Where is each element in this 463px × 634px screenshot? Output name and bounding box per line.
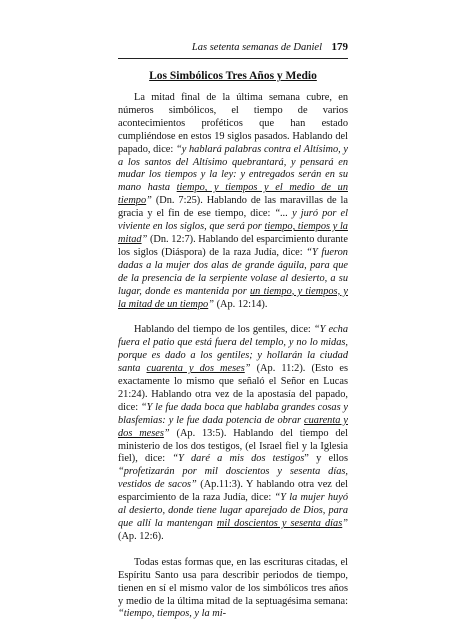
body-text [118, 92, 348, 634]
p2-text: (Ap. 12:6). [118, 530, 164, 542]
p1-quote: “y hablará palabras contra el Altísimo, y a los santos del Altísimo quebrantará, y pensará en mudar los tiempos y la ley: y entregados serán en su mano hasta [118, 143, 349, 194]
p2-text: Hablando del tiempo de los gentiles, dice: [134, 324, 314, 336]
p2-quote-close: ” [244, 363, 251, 375]
p1-quote-underlined: tiempo, y tiempos y el medio de un tiempo [118, 182, 348, 207]
running-title: Las setenta semanas de Daniel [191, 42, 322, 53]
section-title: Los Simbólicos Tres Años y Medio [149, 70, 317, 82]
p2-quote: “Y la mujer huyó al desierto, donde tiene lugar aparejado de Dios, para que allí la mantengan [118, 492, 348, 529]
p2-quote-underlined: cuarenta y dos meses [118, 414, 348, 439]
paragraph-3 [118, 557, 348, 622]
p2-quote: “Y le fue dada boca que hablaba grandes cosas y blasfemias: y le fue dada potencia de obrar [118, 401, 348, 426]
p1-text: (Ap. 12:14). [213, 298, 268, 310]
p3-quote: “tiempo, tiempos, y la mi- [118, 608, 227, 620]
p2-quote-close: ” [163, 427, 170, 439]
p2-quote: “Y daré a mis dos testigos [172, 453, 305, 465]
p2-text: (Ap. 11:2). (Esto es exactamente lo mismo que señaló el Señor en Lucas 21:24). Hablando otra vez de la apostasía del papado, dice: [118, 363, 348, 413]
p2-text: (Ap. 13:5). Hablando del tiempo del ministerio de los dos testigos, (el Israel fiel y la Iglesia fiel), dice: [118, 427, 348, 465]
p1-quote-close: ” [146, 195, 152, 207]
p2-quote-underlined: cuarenta y dos meses [146, 363, 245, 375]
paragraph-1 [118, 92, 348, 311]
p1-quote: “Y fueron dadas a la mujer dos alas de grande águila, para que de la presencia de la serpiente volase al desierto, a su lugar, donde es mantenida por [118, 246, 348, 297]
p2-text: (Ap.11:3). Y hablando otra vez del esparcimiento de la raza Judía, dice: [118, 479, 349, 504]
p1-quote-underlined: un tiempo, y tiempos, y la mitad de un tiempo [118, 285, 348, 310]
p1-text: (Dn. 7:25). Hablando de las maravillas de la gracia y el fin de ese tiempo, dice: [118, 195, 348, 220]
p1-quote-close: ” [208, 298, 214, 310]
p1-quote-close: ” [141, 233, 148, 245]
p2-quote-close: ” [342, 518, 348, 529]
page-number: 179 [331, 41, 348, 53]
p3-text: Todas estas formas que, en las escrituras citadas, el Espíritu Santo usa para describir periodos de tiempo, tienen en sí el mismo valor de los simbólicos tres años y medio de la última mitad de la septuagésima semana: [118, 556, 348, 607]
p2-quote: “Y echa fuera el patio que está fuera del templo, y no lo midas, porque es dado a los gentiles; y hollarán la ciudad santa [118, 324, 348, 375]
running-header [118, 40, 348, 59]
p1-quote: “... y juró por el viviente en los siglos, que será por [118, 208, 348, 233]
p2-quote: “profetizarán por mil doscientos y sesenta días, vestidos de sacos” [118, 466, 348, 491]
p2-quote-underlined: mil doscientos y sesenta días [216, 518, 343, 529]
p1-quote-underlined: tiempo, tiempos y la mitad [118, 221, 348, 245]
p1-text: (Dn. 12:7). Hablando del esparcimiento durante los siglos (Diáspora) de la raza Judía, dice: [118, 233, 348, 258]
p1-text: La mitad final de la última semana cubre, en números simbólicos, el tiempo de varios acontecimientos proféticos que han estado cumpliéndose en estos 19 siglos pasados. Hablando del papado, dice: [118, 92, 348, 155]
paragraph-2 [118, 324, 348, 543]
p2-text: ” y ellos [304, 453, 348, 465]
